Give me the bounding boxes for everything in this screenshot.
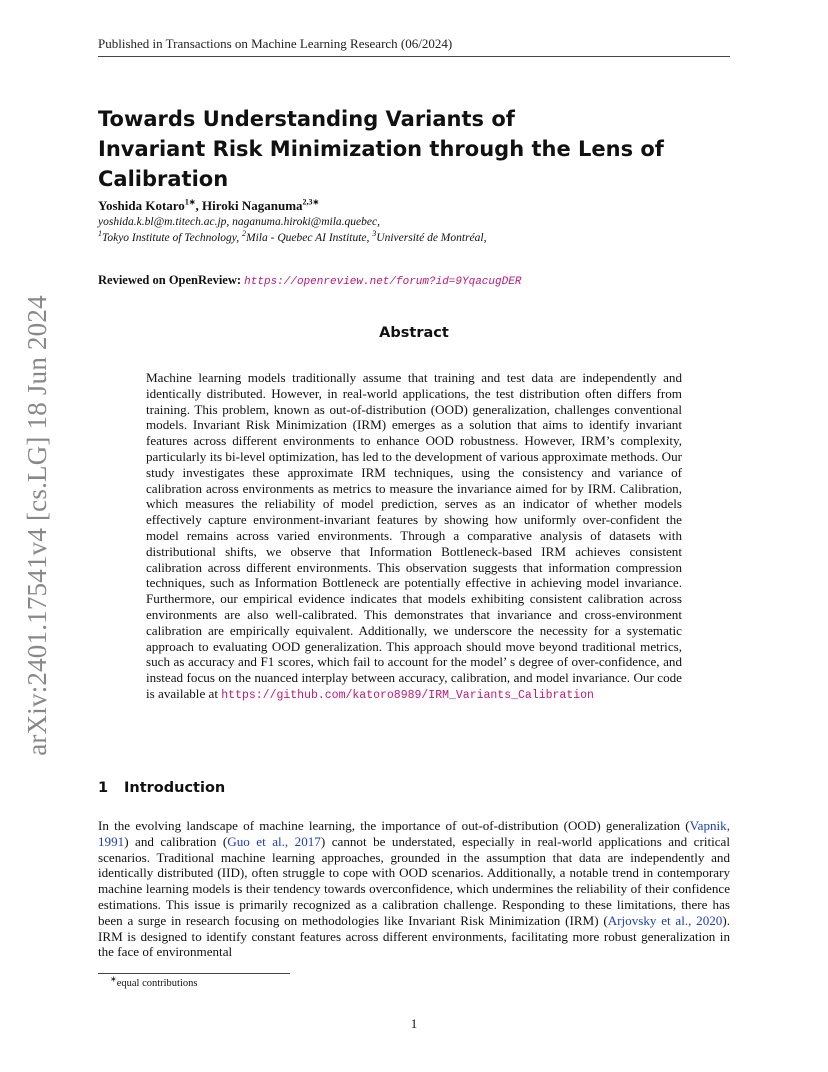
author-emails: yoshida.k.bl@m.titech.ac.jp, naganuma.hiroki@mila.quebec, bbox=[98, 216, 380, 228]
footnote bbox=[110, 974, 710, 989]
author-name: Yoshida Kotaro bbox=[98, 198, 185, 213]
footnote-text: equal contributions bbox=[116, 978, 198, 989]
section-number: 1 bbox=[98, 780, 109, 796]
arxiv-stamp bbox=[22, 290, 52, 760]
openreview-link[interactable]: https://openreview.net/forum?id=9YqacugDER bbox=[244, 276, 522, 288]
author-affiliation-mark: 1∗ bbox=[184, 197, 196, 207]
affiliation-mark: 2 bbox=[242, 229, 247, 239]
arxiv-identifier: arXiv:2401.17541v4 [cs.LG] 18 Jun 2024 bbox=[21, 294, 52, 756]
author-names bbox=[98, 198, 738, 214]
abstract-text: Machine learning models traditionally assume that training and test data are independently and identically distributed. However, in real-world applications, the test distribution often differs from training. This problem, known as out-of-distribution (OOD) generalization, challenges conventional models. Invariant Risk Minimization (IRM) emerges as a solution that aims to identify invariant features across different environments to enhance OOD robustness. However, IRM’s complexity, particularly its bi-level optimization, has led to the development of various approximate methods. Our study investigates these approximate IRM techniques, using the consistency and variance of calibration across environments as metrics to measure the invariance aimed for by IRM. Calibration, which measures the reliability of model prediction, serves as an indicator of whether models effectively capture environment-invariant features by showing how uniformly over-confident the model remains across varied environments. Through a comparative analysis of datasets with distributional shifts, we observe that Information Bottleneck-based IRM achieves consistent calibration across different environments. This observation suggests that information compression techniques, such as Information Bottleneck are potentially effective in achieving model invariance. Furthermore, our empirical evidence indicates that models exhibiting consistent calibration across environments are also well-calibrated. This demonstrates that invariance and cross-environment calibration are empirically equivalent. Additionally, we underscore the necessity for a systematic approach to evaluating OOD generalization. This approach should move beyond traditional metrics, such as accuracy and F1 scores, which fail to account for the model’ s degree of over-confidence, and instead focus on the nuanced interplay between accuracy, calibration, and model invariance. Our code is available at bbox=[146, 370, 682, 701]
affiliation: Mila - Quebec AI Institute, bbox=[246, 232, 373, 244]
code-repository-link[interactable]: https://github.com/katoro8989/IRM_Variants_Calibration bbox=[221, 688, 594, 702]
page-number: 1 bbox=[410, 1016, 418, 1031]
review-label: Reviewed on OpenReview: bbox=[98, 273, 242, 287]
intro-text: ) cannot be understated, especially in real-world applications and critical scenarios. Traditional machine learning approaches, grounded in the assumption that data are independently and identically distributed (IID), often struggle to cope with OOD scenarios. Additionally, a notable trend in contemporary machine learning models is their tendency towards overconfidence, which undermines the reliability of their confidence estimations. This issue is primarily recognized as a calibration challenge. Responding to these limitations, there has been a surge in research focusing on methodologies like Invariant Risk Minimization (IRM) ( bbox=[98, 833, 730, 928]
title-line-1: Towards Understanding Variants of bbox=[98, 107, 515, 131]
abstract-body bbox=[146, 370, 682, 704]
title-line-2: Invariant Risk Minimization through the Lens of Calibration bbox=[98, 137, 664, 191]
footnote-mark: ∗ bbox=[110, 974, 117, 984]
affiliation: Tokyo Institute of Technology, bbox=[102, 232, 243, 244]
citation-link[interactable]: Vapnik, 1991 bbox=[98, 818, 730, 849]
citation-link[interactable]: Arjovsky et al., 2020 bbox=[607, 912, 723, 928]
introduction-paragraph bbox=[98, 818, 730, 960]
section-heading bbox=[98, 780, 730, 796]
citation-link[interactable]: Guo et al., 2017 bbox=[227, 833, 321, 849]
review-line bbox=[98, 273, 738, 288]
paper-title bbox=[98, 104, 758, 194]
intro-text: ) and calibration ( bbox=[124, 833, 228, 849]
abstract-heading: Abstract bbox=[379, 325, 449, 341]
author-separator: , bbox=[195, 198, 203, 213]
intro-text: ). IRM is designed to identify constant features across different environments, facilitating more robust generalization in the face of environmental bbox=[98, 912, 730, 960]
author-name: Hiroki Naganuma bbox=[202, 198, 303, 213]
author-affiliations bbox=[98, 230, 738, 246]
affiliation-mark: 3 bbox=[372, 229, 377, 239]
author-affiliation-mark: 2,3∗ bbox=[302, 197, 320, 207]
section-title: Introduction bbox=[124, 780, 226, 796]
author-block bbox=[98, 198, 738, 246]
affiliation: Université de Montréal, bbox=[376, 232, 487, 244]
intro-text: In the evolving landscape of machine learning, the importance of out-of-distribution (OOD) generalization ( bbox=[98, 818, 690, 833]
affiliation-mark: 1 bbox=[98, 229, 102, 239]
footnote-divider bbox=[98, 973, 290, 974]
running-head: Published in Transactions on Machine Learning Research (06/2024) bbox=[98, 36, 730, 57]
